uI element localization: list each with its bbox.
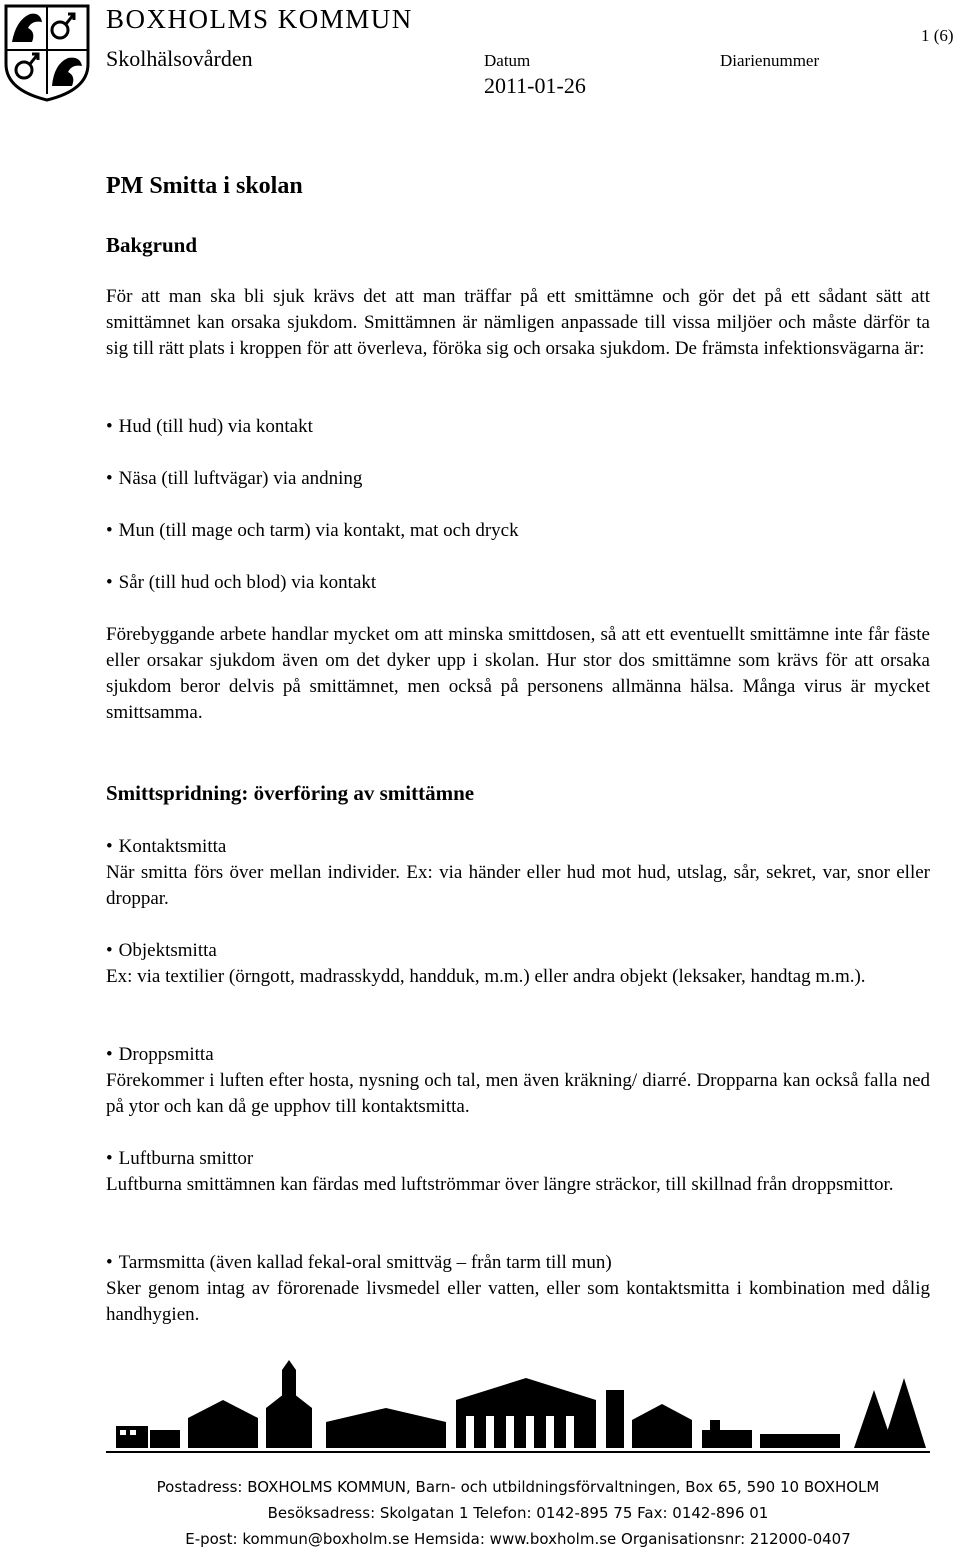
date-value: 2011-01-26 — [484, 73, 586, 98]
spread-type-description: Ex: via textilier (örngott, madrasskydd, handduk, m.m.) eller andra objekt (leksaker, handtag m.m.). — [106, 966, 866, 987]
spread-type-description: När smitta förs över mellan individer. Ex: via händer eller hud mot hud, utslag, sår, sekret, var, snor eller droppar. — [106, 862, 930, 909]
date-label: Datum — [484, 51, 531, 70]
spread-type-name: • Objektsmitta — [106, 938, 217, 964]
organization-name: BOXHOLMS KOMMUN — [106, 4, 413, 34]
spread-type-description: Luftburna smittämnen kan färdas med luftströmmar över längre sträckor, till skillnad från droppsmittor. — [106, 1174, 894, 1195]
infection-route-item: • Sår (till hud och blod) via kontakt — [106, 570, 376, 596]
spread-type-name: • Kontaktsmitta — [106, 834, 226, 860]
spread-type-description: Sker genom intag av förorenade livsmedel eller vatten, eller som kontaktsmitta i kombination med dålig handhygien. — [106, 1278, 930, 1325]
coat-of-arms-icon — [2, 2, 92, 102]
intro-paragraph: För att man ska bli sjuk krävs det att man träffar på ett smittämne och gör det på ett sådant sätt att smittämnet kan orsaka sjukdom. Smittämnen är nämligen anpassade till vissa miljöer och måste därför ta sig till rätt plats i kroppen för att överleva, föröka sig och orsaka sjukdom. De främsta infektionsvägarna är: — [106, 286, 930, 359]
footer-contact: E-post: kommun@boxholm.se Hemsida: www.boxholm.se Organisationsnr: 212000-0407 — [185, 1530, 851, 1548]
footer-postal-address: Postadress: BOXHOLMS KOMMUN, Barn- och utbildningsförvaltningen, Box 65, 590 10 BOXHOLM — [156, 1478, 880, 1496]
footer-divider — [106, 1451, 930, 1453]
page-number: 1 (6) — [921, 26, 954, 45]
town-skyline-illustration — [106, 1360, 930, 1450]
infection-route-item: • Hud (till hud) via kontakt — [106, 414, 313, 440]
section-heading-background: Bakgrund — [106, 233, 198, 257]
footer-visit-phone-fax: Besöksadress: Skolgatan 1 Telefon: 0142-895 75 Fax: 0142-896 01 — [267, 1504, 769, 1522]
spread-type-description: Förekommer i luften efter hosta, nysning och tal, men även kräkning/ diarré. Dropparna kan också falla ned på ytor och kan då ge upphov till kontaktsmitta. — [106, 1070, 930, 1117]
spread-type-name: • Luftburna smittor — [106, 1146, 253, 1172]
reference-label: Diarienummer — [720, 51, 820, 70]
department-name: Skolhälsovården — [106, 46, 253, 71]
spread-type-name: • Droppsmitta — [106, 1042, 214, 1068]
prevention-paragraph: Förebyggande arbete handlar mycket om att minska smittdosen, så att ett eventuellt smittämne inte får fäste eller orsakar sjukdom även om det dyker upp i skolan. Hur stor dos smittämne som krävs för att orsaka sjukdom beror delvis på smittämnet, men också på personens allmänna hälsa. Många virus är mycket smittsamma. — [106, 624, 930, 723]
infection-route-item: • Näsa (till luftvägar) via andning — [106, 466, 362, 492]
document-title: PM Smitta i skolan — [106, 173, 303, 199]
spread-type-name: • Tarmsmitta (även kallad fekal-oral smittväg – från tarm till mun) — [106, 1250, 612, 1276]
section-heading-spread: Smittspridning: överföring av smittämne — [106, 781, 475, 805]
infection-route-item: • Mun (till mage och tarm) via kontakt, mat och dryck — [106, 518, 519, 544]
